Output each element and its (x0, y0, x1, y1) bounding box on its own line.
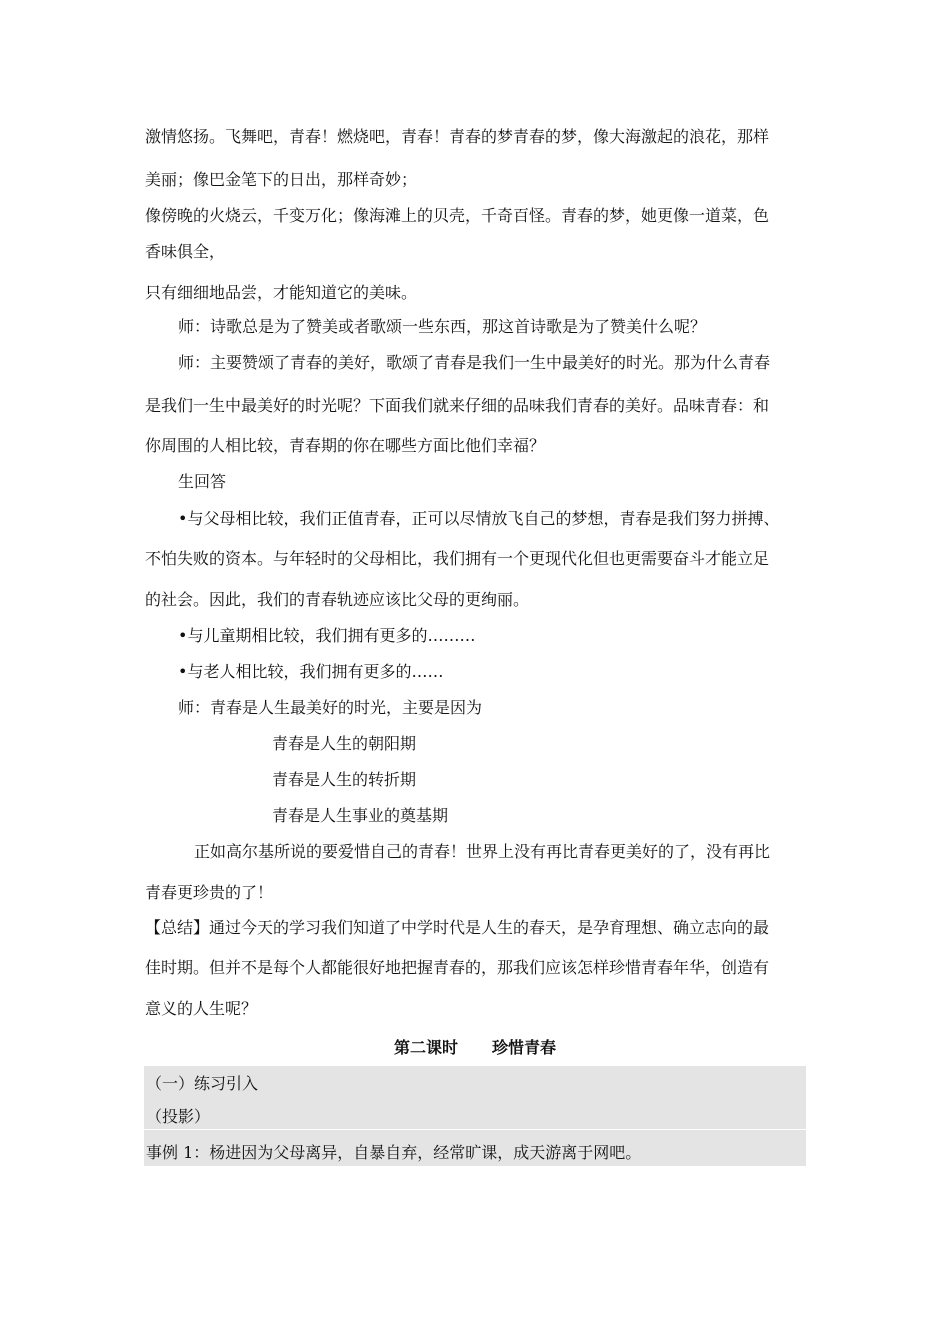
paragraph-line: 是我们一生中最美好的时光呢？下面我们就来仔细的品味我们青春的美好。品味青春：和 (145, 396, 770, 415)
paragraph-line: 你周围的人相比较，青春期的你在哪些方面比他们幸福？ (145, 436, 546, 455)
paragraph-line: 不怕失败的资本。与年轻时的父母相比，我们拥有一个更现代化但也更需要奋斗才能立足 (145, 549, 770, 568)
bullet-item: •与儿童期相比较，我们拥有更多的……… (178, 626, 476, 645)
paragraph-line: 意义的人生呢？ (145, 999, 258, 1018)
teacher-statement-line: 师：主要赞颂了青春的美好，歌颂了青春是我们一生中最美好的时光。那为什么青春 (178, 353, 771, 372)
shaded-row (144, 1066, 806, 1102)
paragraph-line: 香味俱全， (145, 242, 226, 261)
quote-line: 正如高尔基所说的要爱惜自己的青春！世界上没有再比青春更美好的了，没有再比 (194, 842, 771, 861)
section-title (0, 1038, 950, 1058)
reason-item: 青春是人生的转折期 (272, 770, 417, 789)
bullet-item: •与老人相比较，我们拥有更多的…… (178, 662, 444, 681)
paragraph-line: 佳时期。但并不是每个人都能很好地把握青春的，那我们应该怎样珍惜青春年华，创造有 (145, 958, 770, 977)
shaded-row-text: （一）练习引入 (146, 1074, 259, 1093)
summary-line: 【总结】通过今天的学习我们知道了中学时代是人生的春天，是孕育理想、确立志向的最 (145, 918, 770, 937)
paragraph-line: 青春更珍贵的了！ (145, 883, 274, 902)
shaded-row-text: 事例 1：杨进因为父母离异，自暴自弃，经常旷课，成天游离于网吧。 (146, 1143, 642, 1162)
paragraph-line: 像傍晚的火烧云，千变万化；像海滩上的贝壳，千奇百怪。青春的梦，她更像一道菜，色 (145, 206, 770, 225)
shaded-row (144, 1102, 806, 1130)
teacher-question-line: 师：诗歌总是为了赞美或者歌颂一些东西，那这首诗歌是为了赞美什么呢？ (178, 317, 707, 336)
paragraph-line: 只有细细地品尝，才能知道它的美味。 (145, 283, 418, 302)
student-answer-label: 生回答 (178, 472, 227, 491)
teacher-statement-line: 师：青春是人生最美好的时光，主要是因为 (178, 698, 483, 717)
shaded-row (144, 1130, 806, 1166)
section-title-part2: 珍惜青春 (492, 1038, 557, 1057)
paragraph-line: 的社会。因此，我们的青春轨迹应该比父母的更绚丽。 (145, 590, 530, 609)
paragraph-line: 美丽；像巴金笔下的日出，那样奇妙； (145, 170, 418, 189)
reason-item: 青春是人生的朝阳期 (272, 734, 417, 753)
bullet-item: •与父母相比较，我们正值青春，正可以尽情放飞自己的梦想，青春是我们努力拼搏、 (178, 509, 780, 528)
shaded-row-text: （投影） (146, 1107, 211, 1126)
paragraph-line: 激情悠扬。飞舞吧，青春！燃烧吧，青春！青春的梦青春的梦，像大海激起的浪花，那样 (145, 127, 770, 146)
reason-item: 青春是人生事业的奠基期 (272, 806, 449, 825)
section-title-part1: 第二课时 (393, 1038, 458, 1057)
